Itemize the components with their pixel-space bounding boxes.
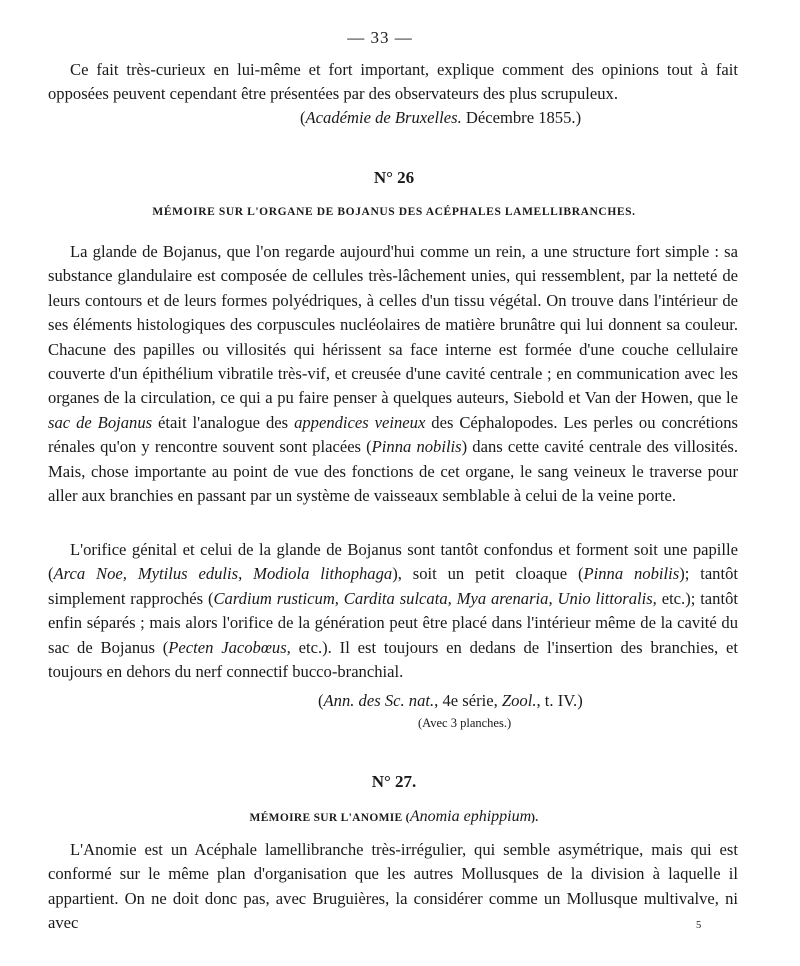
memoir-26-title: MÉMOIRE SUR L'ORGANE DE BOJANUS DES ACÉPHALES LAMELLIBRANCHES. [152, 206, 636, 218]
text-run: des Céphalopodes. Les perles ou concrétions rénales qu'on y rencontre souvent sont placées ( [48, 412, 738, 457]
memoir-26-number: N° 26 [373, 168, 415, 187]
intro-paragraph [48, 58, 738, 107]
italic-run: Zool. [501, 691, 537, 710]
memoir-27-paragraph-1: L'Anomie est un Acéphale lamellibranche très-irrégulier, qui semble asymétrique, mais qui est conformé sur le même plan d'organisation que les autres Mollusques de la division à laquelle il appartient. On ne doit donc pas, avec Bruguières, la considérer comme un Mollusque multivalve, ni avec [48, 840, 738, 933]
text-run: était l'analogue des [158, 412, 289, 432]
text-run: ); tantôt simplement rapprochés ( [48, 564, 738, 608]
text-run: ). [531, 812, 539, 824]
memoir-27-title [0, 808, 788, 826]
text-run: etc.); tantôt enfin séparés ; mais alors l'orifice de la génération peut être placé dans l'intérieur même de la cavité du sac de Bojanus ( [48, 588, 738, 657]
italic-run: Pinna nobilis [583, 564, 680, 584]
italic-run: sac de Bojanus [48, 412, 153, 432]
italic-run: Anomia ephippium [409, 808, 532, 825]
memoir-26-body-2 [48, 538, 738, 684]
italic-run: Pecten Jacobœus, [168, 637, 291, 657]
intro-source-italic: Académie de Bruxelles. [305, 108, 462, 127]
text-run: MÉMOIRE SUR L'ANOMIE ( [249, 812, 410, 824]
text-run: La glande de Bojanus, que l'on regarde aujourd'hui comme un rein, a une structure fort simple : sa substance glandulaire est composée de cellules très-lâchement unies, qui ressemblent, par la netteté de leurs contours et de leurs formes polyédriques, à celles d'un tissu végétal. On trouve dans l'intérieur de ses éléments histologiques des corpuscules nucléolaires de matière brunâtre qui lui donnent sa couleur. Chacune des papilles ou villosités qui hérissent sa face interne est formée d'une couche cellulaire couverte d'un épithélium vibratile très-vif, et creusée d'une cavité centrale ; en communication avec les organes de la circulation, ce qui a pu faire penser à quelques auteurs, Siebold et Van der Howen, que le [48, 242, 738, 408]
italic-run: Cardium rusticum, Cardita sulcata, Mya arenaria, Unio littoralis, [213, 588, 657, 608]
italic-run: Arca Noe, Mytilus edulis, Modiola lithophaga [53, 564, 393, 584]
text-run: L'orifice génital et celui de la glande de Bojanus sont tantôt confondus et forment soit une papille ( [48, 540, 738, 584]
text-run: ), soit un petit cloaque ( [392, 564, 584, 584]
memoir-27-body [48, 838, 738, 936]
italic-run: appendices veineux [294, 412, 426, 432]
intro-text: Ce fait très-curieux en lui-même et fort important, explique comment des opinions tout à fait opposées peuvent cependant être présentées par des observateurs des plus scrupuleux. [48, 60, 738, 104]
memoir-26-source [318, 691, 583, 711]
intro-source: (Académie de Bruxelles. Décembre 1855.) [300, 108, 582, 127]
italic-run: Pinna nobilis [371, 437, 462, 457]
signature-mark: 5 [696, 920, 702, 931]
italic-run: Ann. des Sc. nat. [323, 691, 435, 710]
text-run: , t. IV.) [536, 691, 583, 710]
intro-source-date: Décembre 1855. [465, 108, 576, 127]
memoir-26-paragraph-2 [48, 538, 738, 684]
memoir-26-plates-note: (Avec 3 planches.) [418, 716, 512, 730]
text-run: , 4e série, [434, 691, 498, 710]
text-run: ( [318, 691, 324, 710]
memoir-26-body [48, 240, 738, 508]
memoir-26-paragraph-1 [48, 240, 738, 508]
memoir-27-number: N° 27. [371, 772, 417, 791]
text-run: ) dans cette cavité centrale des villosités. Mais, chose importante au point de vue des fonctions de cet organe, le sang veineux le traverse pour aller aux branchies en passant par un système de vaisseaux semblable à celui de la veine porte. [48, 437, 738, 506]
page-number: — 33 — [347, 28, 413, 47]
text-run: etc.). Il est toujours en dedans de l'insertion des branchies, et toujours en dehors du nerf connectif bucco-branchial. [48, 637, 738, 682]
